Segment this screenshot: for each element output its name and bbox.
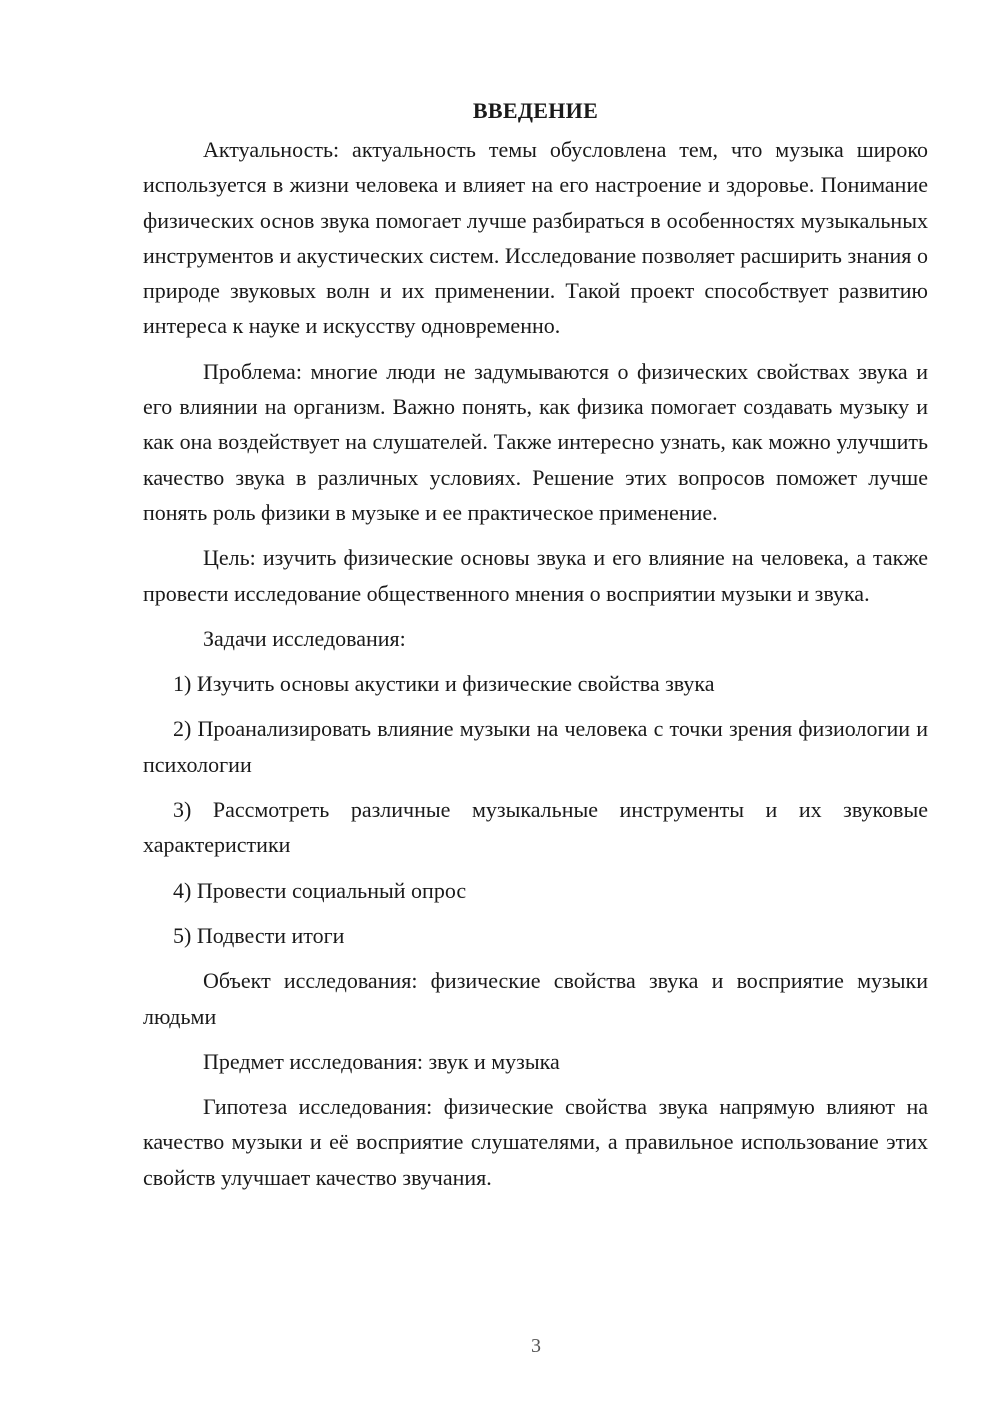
task-item: 2) Проанализировать влияние музыки на человека с точки зрения физиологии и психологии <box>143 716 928 777</box>
object-paragraph: Объект исследования: физические свойства звука и восприятие музыки людьми <box>143 968 928 1029</box>
goal-paragraph: Цель: изучить физические основы звука и его влияние на человека, а также провести исследование общественного мнения о восприятии музыки и звука. <box>143 545 928 606</box>
section-title: ВВЕДЕНИЕ <box>472 98 599 123</box>
relevance-paragraph: Актуальность: актуальность темы обусловлена тем, что музыка широко используется в жизни человека и влияет на его настроение и здоровье. Понимание физических основ звука помогает лучше разбираться в особенностях музыкальных инструментов и акустических систем. Исследование позволяет расширить знания о природе звуковых волн и их применении. Такой проект способствует развитию интереса к науке и искусству одновременно. <box>143 137 928 339</box>
tasks-heading: Задачи исследования: <box>203 625 406 651</box>
task-item: 1) Изучить основы акустики и физические свойства звука <box>173 671 715 697</box>
problem-paragraph: Проблема: многие люди не задумываются о физических свойствах звука и его влиянии на организм. Важно понять, как физика помогает создавать музыку и как она воздействует на слушателей. Также интересно узнать, как можно улучшить качество звука в различных условиях. Решение этих вопросов поможет лучше понять роль физики в музыке и ее практическое применение. <box>143 358 928 525</box>
subject-paragraph: Предмет исследования: звук и музыка <box>203 1048 560 1074</box>
hypothesis-paragraph: Гипотеза исследования: физические свойства звука напрямую влияют на качество музыки и её восприятие слушателями, а правильное использование этих свойств улучшает качество звучания. <box>143 1094 928 1190</box>
task-item: 3) Рассмотреть различные музыкальные инструменты и их звуковые характеристики <box>143 797 928 858</box>
task-item: 4) Провести социальный опрос <box>173 877 467 903</box>
page-number: 3 <box>531 1335 541 1357</box>
task-item: 5) Подвести итоги <box>173 922 345 948</box>
document-page <box>143 96 928 1205</box>
